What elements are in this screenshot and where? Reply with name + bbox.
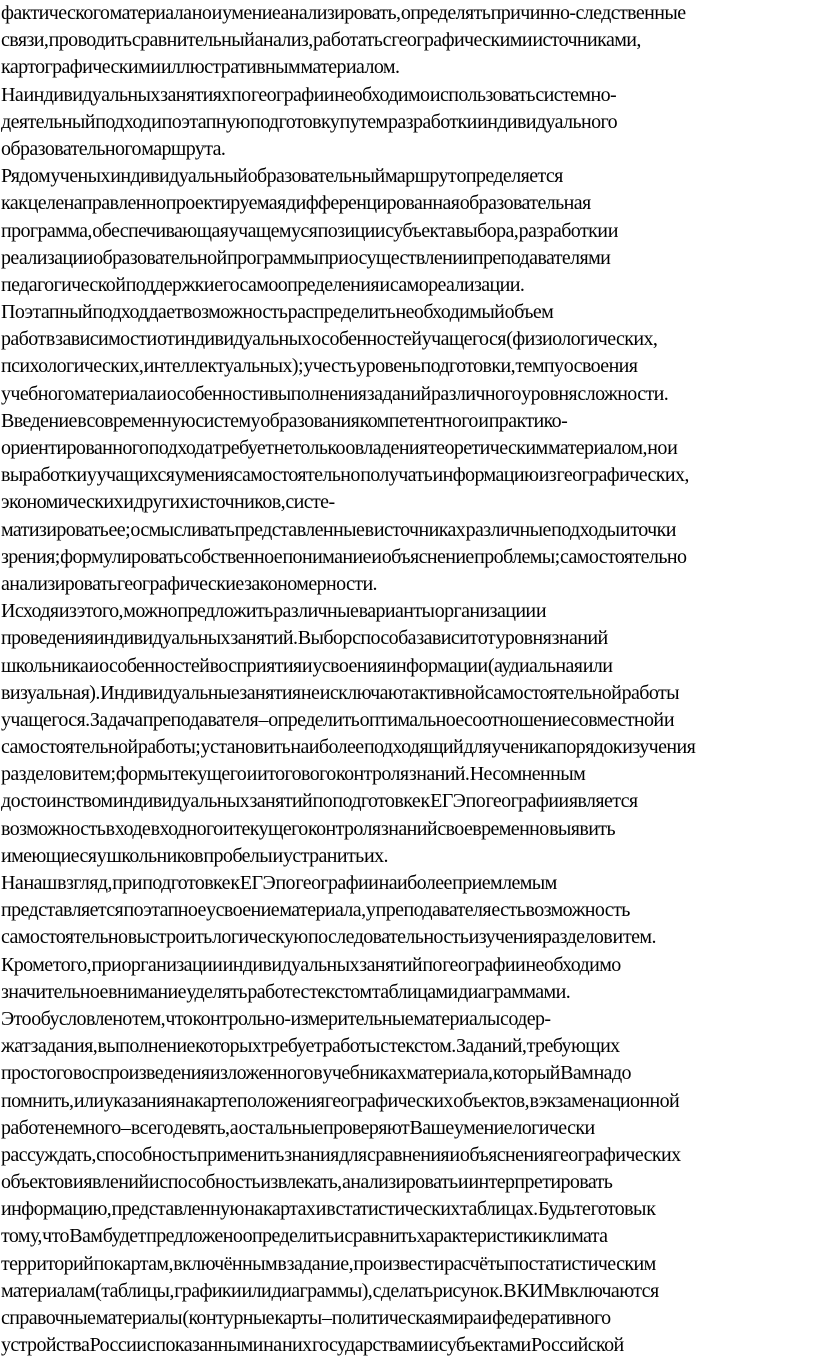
text-line: помнить, или указания на карте положения географических объектов, в экзаменационной [1, 1089, 680, 1112]
text-line: На индивидуальных занятиях по географии необходимо использовать системно- [1, 83, 617, 106]
text-line: самостоятельно выстроить логическую последовательность изучения разделов и тем. [1, 926, 656, 949]
text-line: Кроме того, при организации индивидуальных занятий по географии необходимо [1, 953, 621, 976]
text-line: простого воспроизведения изложенного в учебниках материала, который Вам надо [1, 1062, 631, 1085]
text-line: картографическим и иллюстративным материалом. [1, 56, 400, 79]
text-line: Введение в современную систему образования компетентного и практико- [1, 409, 568, 432]
text-line: визуальная). Индивидуальные занятия не исключают активной самостоятельной работы [1, 681, 679, 704]
text-line: учебного материала и особенности выполнения заданий различного уровня сложности. [1, 382, 669, 405]
text-line: программа, обеспечивающая учащемуся позиции субъекта выбора, разработки и [1, 219, 618, 242]
text-line: Это обусловлено тем, что контрольно-измерительные материалы содер- [1, 1007, 551, 1030]
text-line: выработки у учащихся умения самостоятельно получать информацию из географических, [1, 464, 689, 487]
text-line: фактического материала но и умение анализировать, определять причинно-следственные [1, 2, 686, 24]
text-line: На наш взгляд, при подготовке к ЕГЭ по географии наиболее приемлемым [1, 872, 557, 894]
text-line: достоинством индивидуальных занятий по подготовке к ЕГЭ по географии является [1, 790, 638, 813]
text-line: образовательного маршрута. [1, 137, 226, 160]
text-line: Исходя из этого, можно предложить различные варианты организации и [1, 600, 547, 623]
text-line: деятельный подход и поэтапную подготовку путем разработки индивидуального [1, 110, 618, 133]
text-line: проведения индивидуальных занятий. Выбор способа зависит от уровня знаний [1, 627, 608, 650]
document-body [1, 0, 816, 1359]
text-line: школьника и особенностей восприятия и усвоения информации (аудиальная или [1, 654, 613, 677]
text-line: самостоятельной работы; установить наиболее подходящий для ученика порядок изучения [1, 736, 696, 759]
text-line: справочные материалы (контурные карты – политическая мира и федеративного [1, 1307, 611, 1329]
text-line: территорий по картам, включённым в задание, произвести расчёты по статистическим [1, 1252, 656, 1275]
text-line: матизировать ее; осмысливать представленные в источниках различные подходы и точки [1, 518, 676, 541]
text-line: работе немного – всего девять, а остальные проверяют Ваше умение логически [1, 1116, 595, 1139]
text-line: анализировать географические закономерности. [1, 572, 377, 595]
text-line: объектов и явлений и способность извлекать, анализировать и интерпретировать [1, 1171, 613, 1194]
text-line: ориентированного подхода требует не только овладения теоретическим материалом, но и [1, 437, 678, 459]
text-line: Поэтапный подход дает возможность распределить необходимый объем [1, 301, 554, 324]
text-line: как целенаправленно проектируемая дифференцированная образовательная [1, 192, 591, 215]
text-line: разделов и тем; формы текущего и итогового контроля знаний. Несомненным [1, 763, 586, 786]
text-line: рассуждать, способность применить знания для сравнения и объяснения географических [1, 1143, 681, 1166]
text-line: материалам (таблицы, графики или диаграммы), сделать рисунок. В КИМ включаются [1, 1279, 659, 1302]
text-line: устройства России с показанными на них государствами и субъектами Российской [1, 1334, 624, 1357]
text-line: информацию, представленную на картах и в статистических таблицах. Будьте готовы к [1, 1198, 656, 1221]
text-line: учащегося. Задача преподавателя – определить оптимальное соотношение совместной и [1, 708, 674, 731]
text-line: представляется поэтапное усвоение материала, у преподавателя есть возможность [1, 899, 630, 922]
text-line: связи, проводить сравнительный анализ, работать с географическими источниками, [1, 29, 641, 52]
text-line: имеющиеся у школьников пробелы и устранить их. [1, 844, 388, 867]
text-line: реализации образовательной программы при осуществлении преподавателями [1, 246, 611, 269]
text-line: тому, что Вам будет предложено определить и сравнить характеристики климата [1, 1225, 608, 1248]
text-line: зрения; формулировать собственное понимание и объяснение проблемы; самостоятельно [1, 545, 687, 568]
text-line: экономических и других источников, систе- [1, 491, 335, 514]
text-line: работ в зависимости от индивидуальных особенностей учащегося (физиологических, [1, 328, 658, 351]
text-line: педагогической поддержки его самоопределения и самореализации. [1, 273, 525, 296]
text-line: значительное внимание уделять работе с текстом таблицами диаграммами. [1, 980, 571, 1003]
text-line: жат задания, выполнение которых требует работы с текстом. Заданий, требующих [1, 1035, 620, 1058]
text-line: возможность в ходе входного и текущего контроля знаний своевременно выявить [1, 817, 615, 840]
text-line: психологических, интеллектуальных); учесть уровень подготовки, темпу освоения [1, 355, 638, 378]
text-line: Рядом ученых индивидуальный образовательный маршрут определяется [1, 165, 563, 188]
